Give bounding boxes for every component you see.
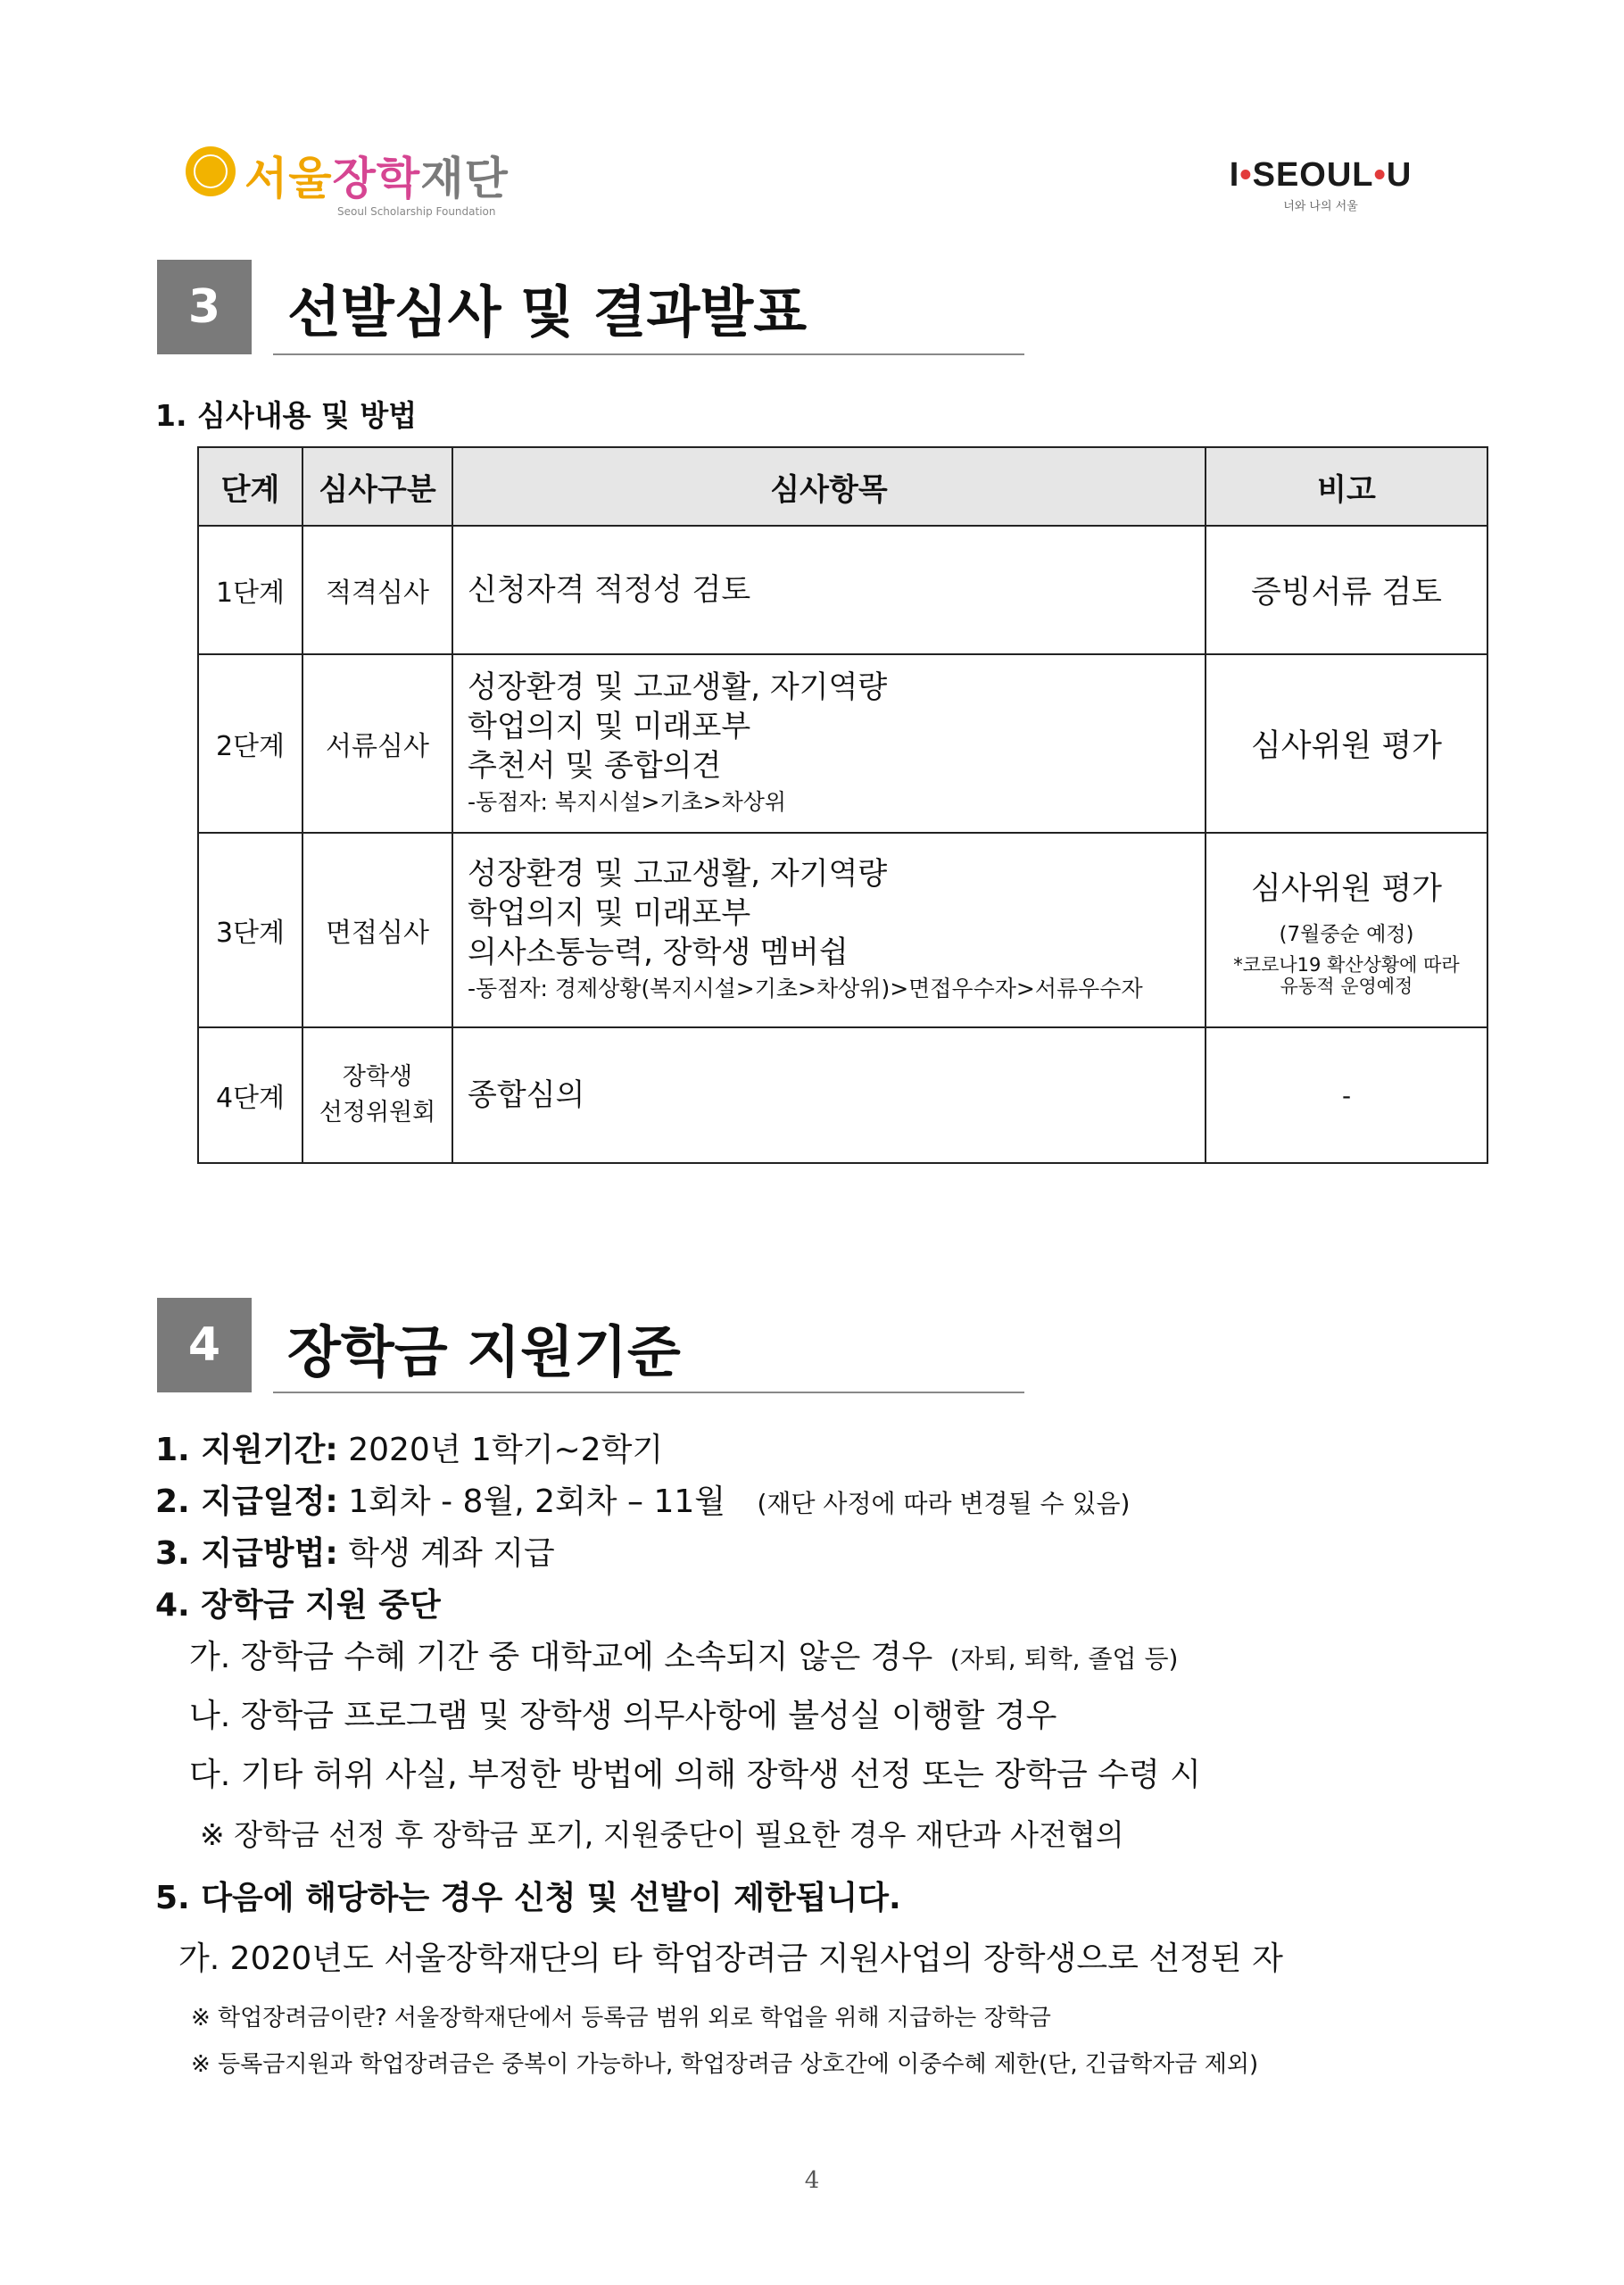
section-4-title: 장학금 지원기준 [287,1319,681,1384]
suspend-item-a: 가. 장학금 수혜 기간 중 대학교에 소속되지 않은 경우 (자퇴, 퇴학, 졸업 등) [189,1639,1179,1675]
payment-method: 3. 지급방법: 학생 계좌 지급 [155,1535,555,1572]
payment-schedule: 2. 지급일정: 1회차 - 8월, 2회차 – 11월 (재단 사정에 따라 변경될 수 있음) [155,1483,1131,1520]
items-cell [452,526,1206,654]
stage-cell: 4단계 [198,1027,302,1163]
i-seoul-u-logo [1209,156,1432,219]
table-row [198,526,1487,654]
item-line: 의사소통능력, 장학생 멤버쉽 [468,935,849,970]
header-type: 심사구분 [302,447,452,526]
table-row [198,1027,1487,1163]
table-row [198,833,1487,1027]
item-line: 신청자격 적정성 검토 [468,572,751,608]
page-number: 4 [804,2167,820,2194]
note-main: 심사위원 평가 [1251,870,1442,907]
note-cell: 심사위원 평가 [1206,654,1487,833]
type-cell: 장학생 선정위원회 [302,1027,452,1163]
suspend-item-c: 다. 기타 허위 사실, 부정한 방법에 의해 장학생 선정 또는 장학금 수령 시 [189,1757,1201,1793]
logo-name: 서울장학재단 [244,153,509,204]
stage-cell: 2단계 [198,654,302,833]
header-stage: 단계 [198,447,302,526]
section-3-underline [273,353,1024,355]
section-3-number: 3 [157,260,252,354]
items-cell [452,654,1206,833]
note-schedule: (7월중순 예정) [1279,922,1414,946]
i-seoul-u-wordmark: I•SEOUL•U [1229,156,1413,194]
type-cell: 적격심사 [302,526,452,654]
items-cell [452,833,1206,1027]
suspend-item-b: 나. 장학금 프로그램 및 장학생 의무사항에 불성실 이행할 경우 [189,1698,1057,1734]
items-cell [452,1027,1206,1163]
item-line: 추천서 및 종합의견 [468,748,722,784]
i-seoul-u-subtitle: 너와 나의 서울 [1283,200,1358,213]
seoul-scholarship-logo [186,143,507,223]
logo-subtitle: Seoul Scholarship Foundation [337,205,496,218]
note-cell [1206,833,1487,1027]
item-line: 종합심의 [468,1077,585,1113]
table-header-row [198,447,1487,526]
tie-break-note: -동점자: 복지시설>기초>차상위 [468,789,787,815]
item-line: 학업의지 및 미래포부 [468,895,751,931]
table-row [198,654,1487,833]
note-cell: - [1206,1027,1487,1163]
note-covid: *코로나19 확산상황에 따라 유동적 운영예정 [1233,953,1460,997]
item-line: 학업의지 및 미래포부 [468,709,751,744]
header-note: 비고 [1206,447,1487,526]
restrict-heading: 5. 다음에 해당하는 경우 신청 및 선발이 제한됩니다. [155,1880,901,1916]
stage-cell: 3단계 [198,833,302,1027]
restrict-item-a: 가. 2020년도 서울장학재단의 타 학업장려금 지원사업의 장학생으로 선정된 자 [178,1940,1283,1977]
tie-break-note: -동점자: 경제상황(복지시설>기초>차상위)>면접우수자>서류우수자 [468,976,1143,1001]
section-3-subheading: 1. 심사내용 및 방법 [155,398,418,433]
note-cell: 증빙서류 검토 [1206,526,1487,654]
restrict-note-1: ※ 학업장려금이란? 서울장학재단에서 등록금 범위 외로 학업을 위해 지급하는 장학금 [191,2005,1051,2032]
section-3-title: 선발심사 및 결과발표 [287,279,808,345]
restrict-note-2: ※ 등록금지원과 학업장려금은 중복이 가능하나, 학업장려금 상호간에 이중수혜 제한(단, 긴급학자금 제외) [191,2051,1259,2078]
support-period: 1. 지원기간: 2020년 1학기~2학기 [155,1432,664,1468]
stage-cell: 1단계 [198,526,302,654]
foundation-seal-icon [186,146,236,196]
section-4-underline [273,1392,1024,1393]
item-line: 성장환경 및 고교생활, 자기역량 [468,856,888,892]
review-table [197,446,1487,1164]
type-cell: 서류심사 [302,654,452,833]
type-cell: 면접심사 [302,833,452,1027]
suspend-note: ※ 장학금 선정 후 장학금 포기, 지원중단이 필요한 경우 재단과 사전협의 [200,1817,1124,1852]
item-line: 성장환경 및 고교생활, 자기역량 [468,669,888,705]
header-items: 심사항목 [452,447,1206,526]
section-4-number: 4 [157,1298,252,1392]
suspend-heading: 4. 장학금 지원 중단 [155,1587,441,1624]
